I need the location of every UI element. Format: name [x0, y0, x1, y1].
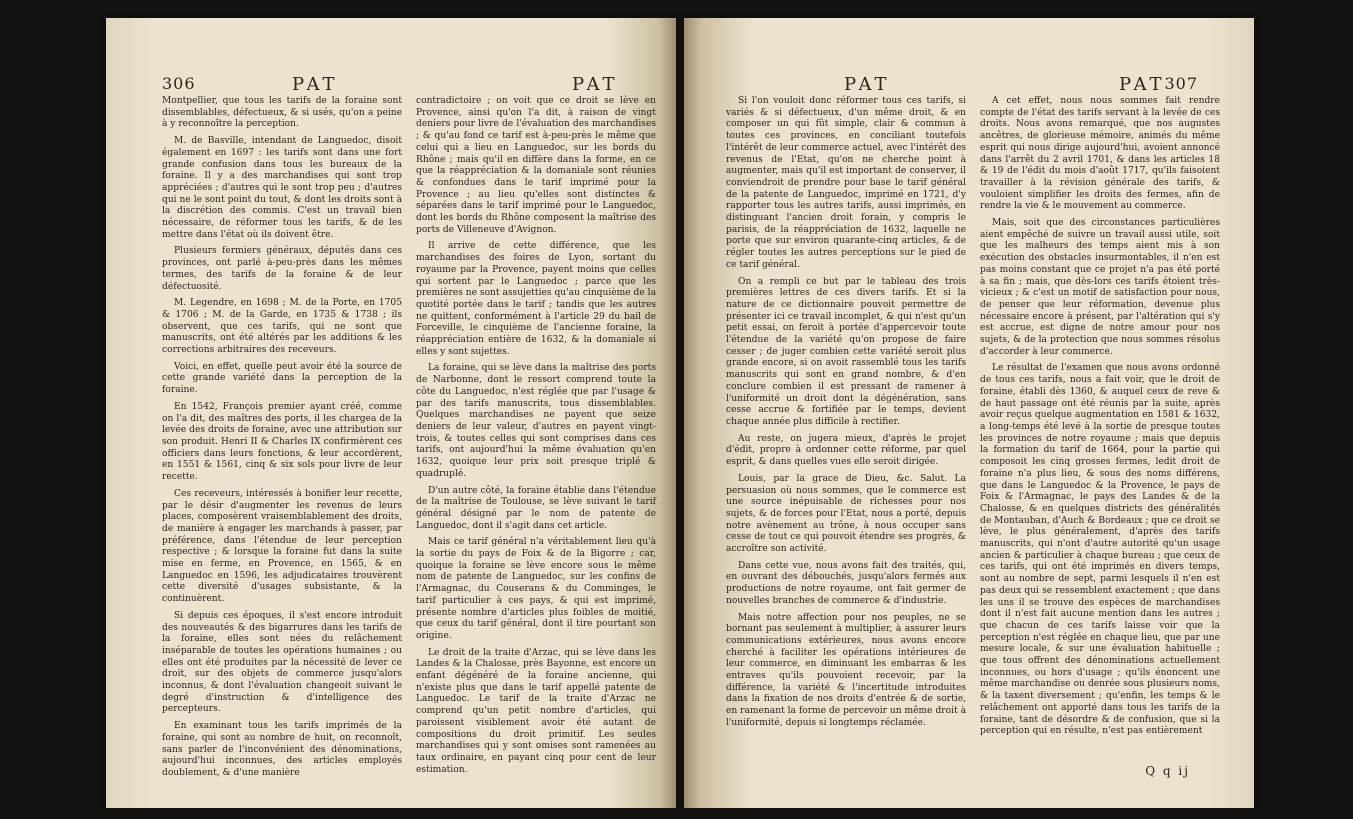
paragraph: D'un autre côté, la foraine établie dans l'étendue de la maîtrise de Toulouse, se lève suivant le tarif général désigné par le nom de patente de Languedoc, dont il s'agit dans cet article. — [416, 485, 656, 531]
paragraph: Si depuis ces époques, il s'est encore introduit des nouveautés & des bigarrures dans les tarifs de la foraine, elles sont nées du relâchement inséparable de toutes les opérations humaines ; ou elles ont été produites par la nécessité de lever ce droit, sur des objets de commerce jusqu'alors inconnus, & dont l'évaluation changeoit suivant le degré d'instruction & d'intelligence des percepteurs. — [162, 610, 402, 715]
paragraph: Montpellier, que tous les tarifs de la foraine sont dissemblables, défectueux, & si usés, qu'on a peine à y reconnoître la perception. — [162, 96, 402, 130]
text-column — [416, 96, 656, 781]
paragraph: Le droit de la traite d'Arzac, qui se lève dans les Landes & la Chalosse, près Bayonne, est encore un enfant dégénéré de la foraine ancienne, qui n'existe plus que dans le tarif appellé patente de Languedoc. Le tarif de la traite d'Arzac ne comprend qu'un petit nombre d'articles, qui paroissent visiblement avoir été autant de compositions du droit primitif. Les seules marchandises qui y sont omises sont ramenées au taux ordinaire, en payant cinq pour cent de leur estimation. — [416, 647, 656, 775]
paragraph: En examinant tous les tarifs imprimés de la foraine, qui sont au nombre de huit, on reconnoît, sans parler de l'inconvénient des dénominations, aujourd'hui inconnues, des articles employés doublement, & d'une manière — [162, 721, 402, 778]
paragraph: Il arrive de cette différence, que les marchandises des foires de Lyon, sortant du royaume par la Provence, payent moins que celles qui sortent par le Languedoc ; parce que les premières ne sont assujetties qu'au cinquième de la quotité portée dans le tarif ; tandis que les autres ne quittent, conformément à l'article 29 du bail de Forceville, le cinquième de l'ancienne foraine, la réappréciation entière de 1632, & la domaniale si elles y sont sujettes. — [416, 241, 656, 357]
right-page — [684, 18, 1254, 808]
open-book — [100, 12, 1260, 810]
paragraph: Si l'on vouloit donc réformer tous ces tarifs, si variés & si défectueux, d'un même droit, & en composer un qui fût simple, clair & commun à toutes ces provinces, en conciliant toutefois l'intérêt de leur commerce actuel, avec l'intérêt des revenus de l'Etat, qu'on ne cherche point à augmenter, mais qu'il est important de conserver, il conviendroit de prendre pour base le tarif général de la patente de Languedoc, imprimé en 1721, d'y rapporter tous les autres tarifs, aussi imprimés, en distinguant l'ancien droit forain, y compris le parisis, de la réappréciation de 1632, laquelle ne porte que sur environ quarante-cinq articles, & de régler toutes les autres perceptions sur le pied de ce tarif général. — [726, 96, 966, 270]
paragraph: Plusieurs fermiers généraux, députés dans ces provinces, ont parlé à-peu-près dans les mêmes termes, des tarifs de la foraine & de leur défectuosité. — [162, 246, 402, 292]
paragraph: M. de Basville, intendant de Languedoc, disoit également en 1697 : les tarifs sont dans une fort grande confusion dans tous les bureaux de la foraine. Il y a des marchandises qui sont trop appréciées ; d'autres qui le sont trop peu ; d'autres qui ne le sont point du tout, & dont les droits sont à la discrétion des commis. C'est un travail bien nécessaire, de réformer tous les tarifs, & de les mettre dans l'état où ils doivent être. — [162, 136, 402, 240]
headword: PAT — [1119, 74, 1166, 95]
paragraph: M. Legendre, en 1698 ; M. de la Porte, en 1705 & 1706 ; M. de la Garde, en 1735 & 1738 ; ils observent, que ces tarifs, qui ne sont que manuscrits, ont été altérés par les additions & les corrections arbitraires des receveurs. — [162, 298, 402, 356]
headword: PAT — [844, 74, 891, 95]
paragraph: Voici, en effet, quelle peut avoir été la source de cette grande variété dans la perception de la foraine. — [162, 361, 402, 396]
paragraph: Mais ce tarif général n'a véritablement lieu qu'à la sortie du pays de Foix & de la Bigorre ; car, quoique la foraine se lève encore sous le même nom de patente de Languedoc, sur les confins de l'Armagnac, du Couserans & du Comminges, le tarif particulier à ces pays, & qui est imprimé, présente nombre d'articles plus foibles de moitié, que ceux du tarif général, dont il tire pourtant son origine. — [416, 537, 656, 641]
paragraph: A cet effet, nous nous sommes fait rendre compte de l'état des tarifs servant à la levée de ces droits. Nous avons remarqué, que nos augustes ancêtres, de glorieuse mémoire, animés du même esprit qui nous dirige aujourd'hui, avoient annoncé dans l'arrêt du 2 avril 1701, & dans les articles 18 & 19 de l'édit du mois d'août 1717, qu'ils faisoient travailler à la révision générale des tarifs, & vouloient simplifier les droits des fermes, afin de rendre la vie & le mouvement au commerce. — [980, 96, 1220, 212]
paragraph: Au reste, on jugera mieux, d'après le projet d'édit, propre à ordonner cette réforme, par quel esprit, & dans quelles vues elle seroit dirigée. — [726, 433, 966, 468]
page-number: 307 — [1164, 74, 1198, 93]
paragraph: Le résultat de l'examen que nous avons ordonné de tous ces tarifs, nous a fait voir, que le droit de foraine, établi dès 1360, & auquel ceux de reve & de haut passage ont été réunis par la suite, après avoir reçus quelque augmentation en 1581 & 1632, a long-temps été levé à la sortie de presque toutes les provinces de notre royaume ; mais que depuis la formation du tarif de 1664, pour la partie qui composoit les cinq grosses fermes, ledit droit de foraine n'a plus lieu, & sous des noms différens, que dans le Languedoc & la Provence, le pays de Foix & l'Armagnac, le pays des Landes & de la Chalosse, & en quelques districts des généralités de Montauban, d'Auch & Bordeaux ; que ce droit se lève, le plus généralement, d'après des tarifs manuscrits, qui n'ont d'autre autorité qu'un usage ancien & particulier à chaque bureau ; que ceux de ces tarifs, qui ont été imprimés en divers temps, sont au nombre de sept, parmi lesquels il n'en est pas deux qui se ressemblent exactement ; que dans les uns il se trouve des espèces de marchandises dont il n'est fait aucune mention dans les autres ; que chacun de ces tarifs laisse voir que la perception n'est réglée en chaque lieu, que par une mesure locale, & sur une évaluation habituelle ; que tous offrent des dénominations actuellement inconnues, ou hors d'usage ; qu'ils énoncent une même marchandise ou denrée sous plusieurs noms, & la taxent diversement ; qu'enfin, les temps & le relâchement ont apporté dans tous les tarifs de la foraine, tant de désordre & de confusion, que si la perception qui en résulte, n'est pas entièrement — [980, 363, 1220, 737]
headword: PAT — [292, 74, 339, 95]
paragraph: Louis, par la grace de Dieu, &c. Salut. La persuasion où nous sommes, que le commerce est une source inépuisable de richesses pour nos sujets, & de forces pour l'Etat, nous a porté, depuis notre avènement au trône, à nous occuper sans cesse de tout ce qui pouvoit étendre ses progrès, & accroître son activité. — [726, 473, 966, 555]
running-head-left — [162, 74, 636, 96]
page-number: 306 — [162, 74, 196, 93]
paragraph: En 1542, François premier ayant créé, comme on l'a dit, des maîtres des ports, il les chargea de la levée des droits de foraine, avec une attribution sur son produit. Henri II & Charles IX confirmèrent ces officiers dans leurs fonctions, & leur accordèrent, en 1551 & 1561, cinq & six sols pour livre de leur recette. — [162, 401, 402, 483]
text-column — [162, 96, 402, 785]
text-column — [980, 96, 1220, 743]
text-column — [726, 96, 966, 735]
headword: PAT — [572, 74, 619, 95]
signature-mark: Q q ij — [1145, 764, 1190, 778]
paragraph: Ces receveurs, intéressés à bonifier leur recette, par le désir d'augmenter les revenus de leurs places, composèrent vraisemblablement des droits, de manière à engager les marchands à passer, par préférence, dans l'étendue de leur perception respective ; & lorsque la foraine fut dans la suite mise en ferme, en Provence, en 1565, & en Languedoc en 1596, les adjudicataires trouvèrent cette diversité d'usages subsistante, & la continuèrent. — [162, 488, 402, 605]
left-page — [106, 18, 676, 808]
paragraph: contradictoire ; on voit que ce droit se lève en Provence, ainsi qu'on l'a dit, à raison de vingt deniers pour livre de l'évaluation des marchandises ; & qu'au fond ce tarif est à-peu-près le même que celui qui a lieu en Languedoc, sur les bords du Rhône ; mais qu'il en diffère dans la forme, en ce que la réappréciation & la domaniale sont réunies & confondues dans le tarif imprimé pour la Provence ; au lieu qu'elles sont distinctes & séparées dans le tarif imprimé pour le Languedoc, dont les bords du Rhône composent la maîtrise des ports de Villeneuve d'Avignon. — [416, 96, 656, 235]
paragraph: La foraine, qui se lève dans la maîtrise des ports de Narbonne, dont le ressort comprend toute la côte du Languedoc, n'est réglée que par l'usage & par des tarifs manuscrits, tous dissemblables. Quelques marchandises ne payent que seize deniers de leur valeur, d'autres en payent vingt-trois, & toutes celles qui sont comprises dans ces tarifs, ont aujourd'hui la même évaluation qu'en 1632, quoique leur prix soit presque triplé & quadruplé. — [416, 363, 656, 479]
paragraph: Mais notre affection pour nos peuples, ne se bornant pas seulement à multiplier, à assurer leurs communications extérieures, nous avons encore cherché à faciliter les opérations intérieures de leur commerce, en diminuant les embarras & les entraves qu'ils pouvoient recevoir, par la différence, la variété & l'incertitude introduites dans la fixation de nos droits d'entrée & de sortie, en ramenant la forme de percevoir un même droit à l'uniformité, depuis si longtemps réclamée. — [726, 612, 966, 728]
running-head-right — [724, 74, 1198, 96]
paragraph: On a rempli ce but par le tableau des trois premières lettres de ces divers tarifs. Et si la nature de ce dictionnaire pouvoit permettre de présenter ici ce travail incomplet, & qui n'est qu'un petit essai, on feroit à portée d'appercevoir toute l'étendue de la variété qu'on propose de faire cesser ; de juger combien cette variété seroit plus grande encore, si on avoit rassemblé tous les tarifs manuscrits qui sont en grand nombre, & d'en conclure combien il est pressant de ramener à l'uniformité un droit dont la dégénération, sans cesse accrue & fortifiée par le temps, devient chaque année plus difficile à rectifier. — [726, 276, 966, 427]
paragraph: Mais, soit que des circonstances particulières aient empêché de suivre un travail aussi utile, soit que les malheurs des temps aient mis à son exécution des obstacles insurmontables, il n'en est pas moins constant que ce projet n'a pas été porté à sa fin ; mais, que dès-lors ces tarifs étoient très-vicieux ; & c'est un motif de satisfaction pour nous, de penser que leur réformation, devenue plus nécessaire encore à présent, par l'altération qui s'y est accrue, est digne de notre amour pour nos sujets, & de la protection que nous sommes résolus d'accorder à leur commerce. — [980, 218, 1220, 357]
paragraph: Dans cette vue, nous avons fait des traités, qui, en ouvrant des débouchés, jusqu'alors fermés aux productions de notre royaume, ont fait germer de nouvelles branches de commerce & d'industrie. — [726, 560, 966, 606]
